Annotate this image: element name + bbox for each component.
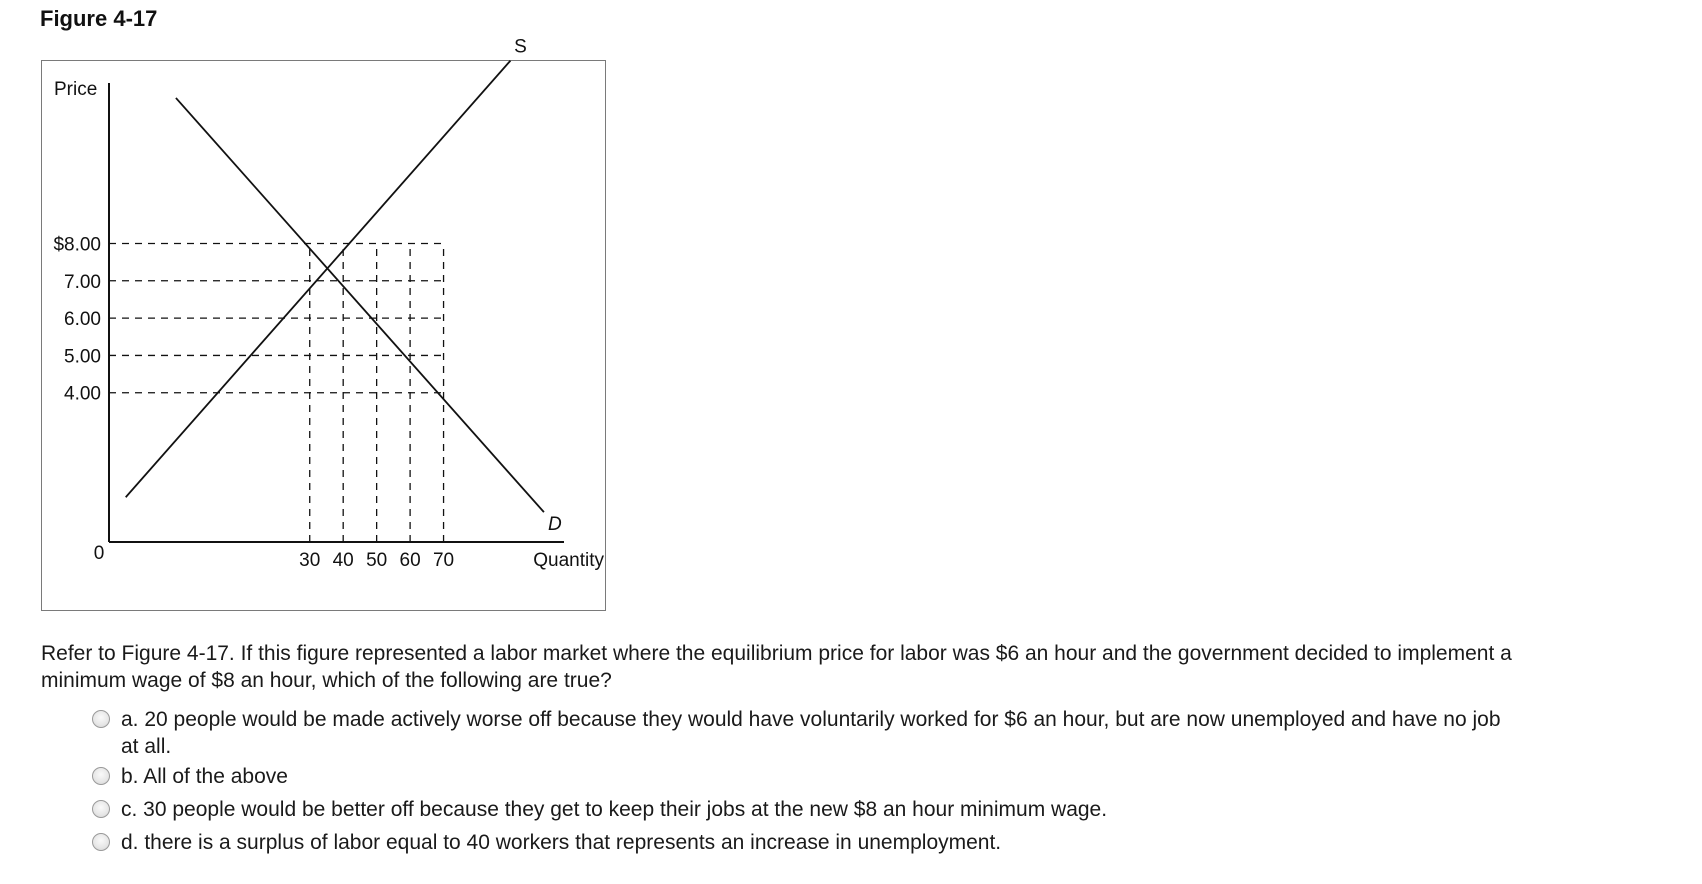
radio-button-a[interactable] [92, 710, 110, 728]
option-d-label[interactable]: d. there is a surplus of labor equal to 40 workers that represents an increase in unemployment. [121, 831, 1002, 854]
supply-curve-label: S [514, 36, 527, 58]
x-tick-label: 60 [399, 550, 421, 571]
y-tick-label: 4.00 [64, 383, 101, 405]
x-tick-label: 50 [366, 550, 388, 571]
figure-chart [41, 36, 606, 611]
question-text: Refer to Figure 4-17. If this figure represented a labor market where the equilibrium price for labor was $6 an hour and the government decided to implement a minimum wage of $8 an hour, which of the following are true? [41, 642, 1512, 692]
origin-label: 0 [93, 543, 105, 564]
x-axis-label: Quantity [533, 550, 604, 571]
option-b-label[interactable]: b. All of the above [121, 765, 288, 788]
option-b[interactable] [92, 763, 288, 790]
option-c-label[interactable]: c. 30 people would be better off because they get to keep their jobs at the new $8 an hour minimum wage. [121, 798, 1108, 821]
supply-demand-chart [42, 36, 607, 612]
radio-button-b[interactable] [92, 767, 110, 785]
x-tick-label: 40 [332, 550, 354, 571]
option-d[interactable] [92, 829, 1001, 856]
y-tick-label: 7.00 [64, 271, 101, 293]
question-block [41, 640, 1601, 854]
figure-title: Figure 4-17 [40, 6, 158, 31]
radio-button-c[interactable] [92, 800, 110, 818]
x-tick-label: 70 [432, 550, 455, 571]
option-c[interactable] [92, 796, 1107, 823]
y-tick-label: $8.00 [53, 234, 101, 256]
demand-curve-label: D [548, 514, 562, 536]
radio-button-d[interactable] [92, 833, 110, 851]
y-axis-label: Price [54, 79, 98, 100]
y-tick-label: 5.00 [64, 346, 101, 368]
curve-d [176, 98, 544, 512]
option-a-label[interactable]: a. 20 people would be made actively worse off because they would have voluntarily worked for $6 an hour, but are now unemployed and have no job at all. [121, 708, 1501, 758]
y-tick-label: 6.00 [64, 309, 101, 331]
x-tick-label: 30 [299, 550, 321, 571]
curve-s [126, 61, 511, 498]
option-a[interactable] [92, 706, 1527, 760]
